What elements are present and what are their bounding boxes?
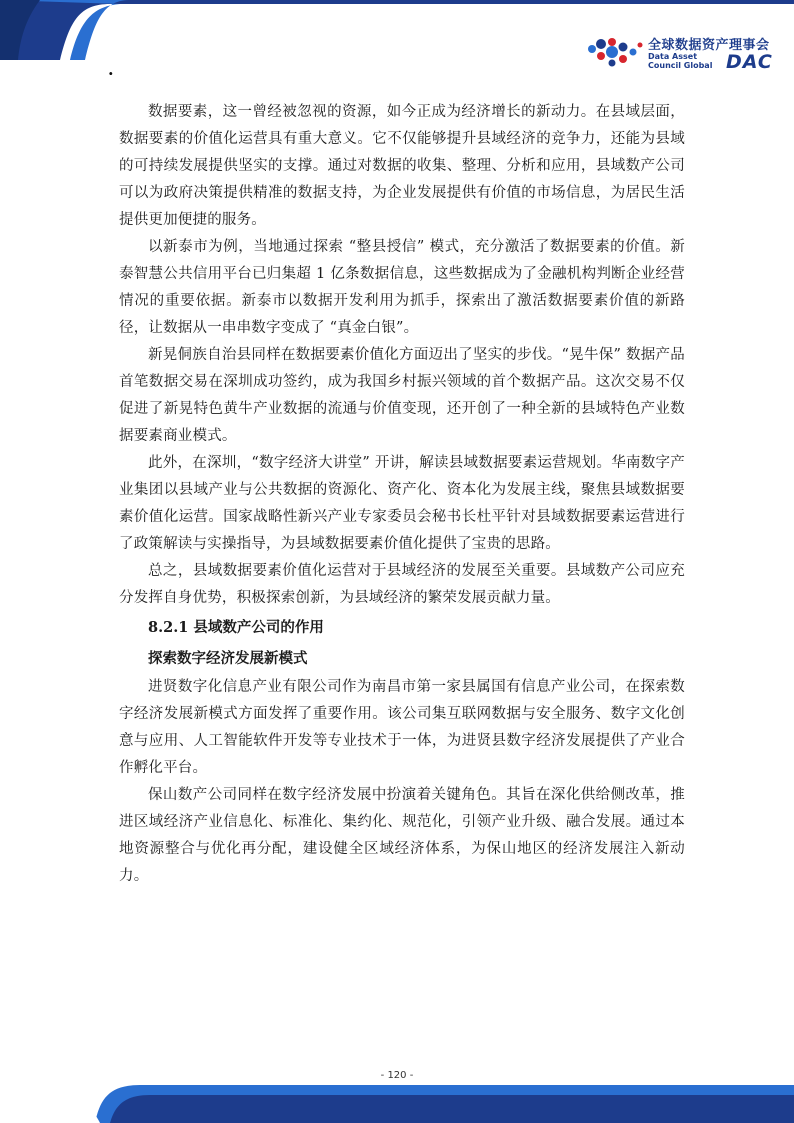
paragraph-7: 保山数产公司同样在数字经济发展中扮演着关键角色。其旨在深化供给侧改革，推进区域经济产业信息化、标准化、集约化、规范化，引领产业升级、融合发展。通过本地资源整合与优化再分配，建设健全区域经济体系，为保山地区的经济发展注入新动力。 (119, 787, 685, 884)
section-heading: 8.2.1 县域数产公司的作用 (148, 619, 324, 636)
paragraph-2: 以新泰市为例，当地通过探索 “整县授信” 模式，充分激活了数据要素的价值。新泰智慧公共信用平台已归集超 1 亿条数据信息，这些数据成为了金融机构判断企业经营情况的重要依据。新泰市以数据开发利用为抓手，探索出了激活数据要素价值的新路径，让数据从一串串数字变成了 “真金白银”。 (119, 239, 685, 336)
footer-decoration (0, 1073, 794, 1123)
logo-abbreviation: DAC (726, 51, 773, 73)
document-body (119, 99, 685, 890)
logo-subtitle-line1: Data Asset (648, 52, 698, 61)
page-number: - 120 - (380, 1070, 414, 1081)
logo-subtitle-line2: Council Global (648, 61, 713, 70)
subsection-heading: 探索数字经济发展新模式 (148, 650, 308, 667)
logo-subtitle (648, 52, 712, 70)
paragraph-5: 总之，县域数据要素价值化运营对于县域经济的发展至关重要。县域数产公司应充分发挥自身优势，积极探索创新，为县域经济的繁荣发展贡献力量。 (119, 563, 685, 606)
paragraph-4: 此外，在深圳，“数字经济大讲堂” 开讲，解读县域数据要素运营规划。华南数字产业集团以县域产业与公共数据的资源化、资产化、资本化为发展主线，聚焦县域数据要素价值化运营。国家战略性新兴产业专家委员会秘书长杜平针对县域数据要素运营进行了政策解读与实操指导，为县域数据要素价值化提供了宝贵的思路。 (119, 455, 685, 552)
paragraph-1: 数据要素，这一曾经被忽视的资源，如今正成为经济增长的新动力。在县域层面，数据要素的价值化运营具有重大意义。它不仅能够提升县域经济的竞争力，还能为县域的可持续发展提供坚实的支撑。通过对数据的收集、整理、分析和应用，县域数产公司可以为政府决策提供精准的数据支持，为企业发展提供有价值的市场信息，为居民生活提供更加便捷的服务。 (119, 104, 685, 228)
logo-title: 全球数据资产理事会 (648, 38, 770, 53)
paragraph-3: 新晃侗族自治县同样在数据要素价值化方面迈出了坚实的步伐。“晃牛保” 数据产品首笔数据交易在深圳成功签约，成为我国乡村振兴领域的首个数据产品。这次交易不仅促进了新晃特色黄牛产业数据的流通与价值变现，还开创了一种全新的县域特色产业数据要素商业模式。 (119, 347, 685, 444)
paragraph-6: 进贤数字化信息产业有限公司作为南昌市第一家县属国有信息产业公司，在探索数字经济发展新模式方面发挥了重要作用。该公司集互联网数据与安全服务、数字文化创意与应用、人工智能软件开发等专业技术于一体，为进贤县数字经济发展提供了产业合作孵化平台。 (119, 679, 685, 776)
header-mark: . (108, 60, 114, 79)
